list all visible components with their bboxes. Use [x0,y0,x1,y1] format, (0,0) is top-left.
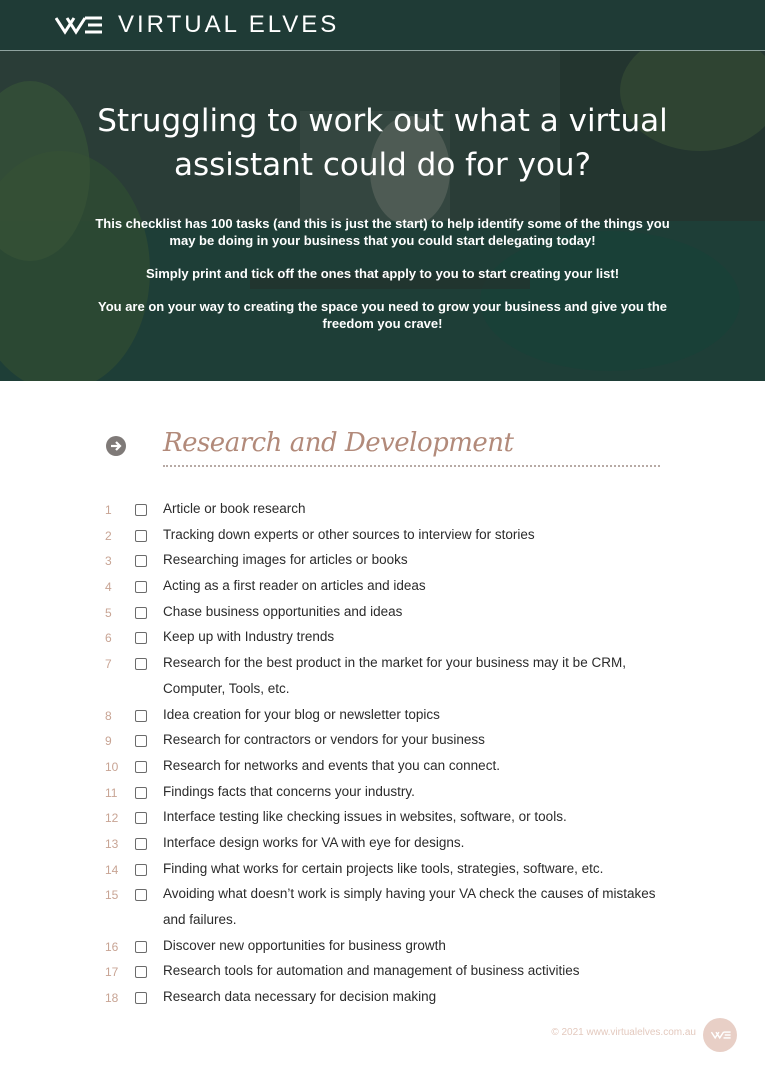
item-number: 15 [105,888,119,903]
section-title: Research and Development [163,428,514,458]
item-number: 18 [105,991,119,1006]
checkbox[interactable] [135,504,147,516]
hero-paragraph-2: Simply print and tick off the ones that apply to you to start creating your list! [145,266,620,281]
hero-paragraph-1: This checklist has 100 tasks (and this is just the start) to help identify some of the things you may be doing in your business that you could start delegating today! [95,216,670,248]
item-text: Keep up with Industry trends [163,629,335,645]
item-number: 1 [105,503,112,517]
item-text: Interface testing like checking issues in websites, software, or tools. [163,809,567,825]
checkbox[interactable] [135,581,147,593]
item-text: Interface design works for VA with eye for designs. [163,834,465,850]
item-text: Findings facts that concerns your industry. [163,783,415,799]
item-number: 11 [105,785,118,800]
checkbox[interactable] [135,864,147,876]
checkbox[interactable] [135,812,147,824]
ve-logo-icon [55,15,103,35]
item-number: 10 [105,759,119,774]
checkbox[interactable] [135,787,147,799]
item-number: 7 [105,657,112,672]
item-number: 14 [105,862,119,877]
hero-banner [0,51,765,381]
item-text: Acting as a first reader on articles and ideas [163,578,426,594]
checkbox[interactable] [135,632,147,644]
checklist-item [0,654,768,705]
item-number: 16 [105,939,119,954]
item-text: Article or book research [163,501,306,516]
hero-title: Struggling to work out what a virtual assistant could do for you? [97,103,668,183]
top-bar [0,0,765,51]
item-number: 3 [105,554,112,569]
item-text: Idea creation for your blog or newsletter topics [163,706,440,722]
arrow-circle-right-icon [106,436,126,456]
item-number: 4 [105,580,112,595]
checkbox[interactable] [135,530,147,542]
checkbox[interactable] [135,889,147,901]
item-number: 8 [105,708,112,723]
item-text: Finding what works for certain projects like tools, strategies, software, etc. [163,860,604,876]
checklist [0,500,768,1014]
ve-logo-badge-icon [703,1018,737,1052]
brand-name: VIRTUAL ELVES [118,11,340,38]
checkbox[interactable] [135,992,147,1004]
item-number: 9 [105,734,112,749]
item-number: 5 [105,605,112,620]
checkbox[interactable] [135,710,147,722]
hero-paragraph-3: You are on your way to creating the space you need to grow your business and give you the freedom you crave! [98,299,667,331]
checkbox[interactable] [135,941,147,953]
item-number: 12 [105,811,119,826]
item-number: 13 [105,836,119,851]
item-text: Research for the best product in the market for your business may it be CRM, Computer, Tools, etc. [163,655,626,696]
checkbox[interactable] [135,966,147,978]
item-number: 2 [105,528,112,543]
item-text: Research data necessary for decision making [163,989,437,1005]
item-text: Chase business opportunities and ideas [163,603,403,619]
checklist-item [0,885,768,936]
checkbox[interactable] [135,658,147,670]
section-divider [163,465,660,467]
footer-copyright: © 2021 www.virtualelves.com.au [551,1027,696,1038]
checklist-item [0,988,768,1014]
item-text: Tracking down experts or other sources to interview for stories [163,526,535,542]
item-number: 17 [105,965,119,980]
checkbox[interactable] [135,838,147,850]
checkbox[interactable] [135,555,147,567]
item-text: Researching images for articles or books [163,552,408,568]
item-text: Discover new opportunities for business growth [163,937,446,953]
item-number: 6 [105,631,112,646]
item-text: Research tools for automation and management of business activities [163,963,580,979]
checkbox[interactable] [135,607,147,619]
item-text: Research for contractors or vendors for your business [163,732,485,748]
item-text: Research for networks and events that you can connect. [163,757,500,773]
checkbox[interactable] [135,761,147,773]
item-text: Avoiding what doesn’t work is simply having your VA check the causes of mistakes and failures. [163,886,656,928]
checkbox[interactable] [135,735,147,747]
